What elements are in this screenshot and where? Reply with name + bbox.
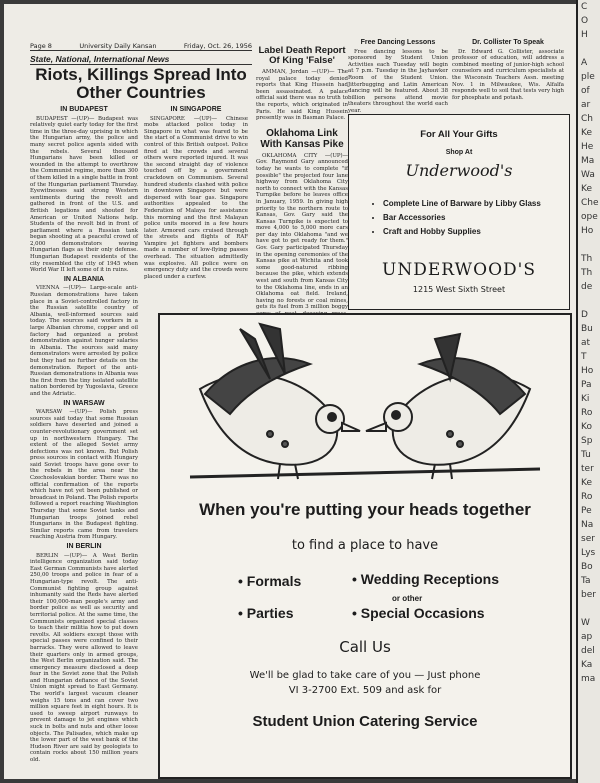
newspaper-page: [4, 4, 576, 779]
edge-text-fragment: at: [581, 338, 591, 348]
edge-text-fragment: Na: [581, 520, 594, 530]
edge-text-fragment: T: [581, 352, 587, 362]
issue-date: Friday, Oct. 26, 1956: [183, 42, 252, 50]
ad-item-list: [369, 197, 541, 239]
edge-text-fragment: Ta: [581, 576, 591, 586]
jordan-headline: Label Death Report Of King 'False': [258, 45, 346, 66]
edge-text-fragment: Th: [581, 254, 593, 264]
edge-text-fragment: Ro: [581, 492, 593, 502]
page-number: Page 8: [30, 42, 52, 50]
edge-text-fragment: ple: [581, 72, 595, 82]
left-news-column: [30, 104, 138, 776]
albania-story: VIENNA —(UP)— Large-scale anti-Russian demonstrations have taken place in a Soviet-controlled factory in the Russian satellite country of Albania, well-informed sources said today. The sources said workers in a large Albanian chrome, copper and oil factory had organized a protest demonstration against hunger salaries in Albania. The sources said many demonstrators were arrested by police but they had no further details on the demonstration. Report of the anti-Russian demonstrations in Albania was the first from the tiny isolated satellite nation bordered by Yugoslavia, Greece and the Adriatic.: [30, 285, 138, 397]
edge-text-fragment: Bu: [581, 324, 593, 334]
birds-illustration: [160, 319, 570, 479]
ad-script-name: Underwood's: [405, 161, 513, 180]
warsaw-dateline: IN WARSAW: [63, 399, 105, 407]
option-special-occasions: • Special Occasions: [352, 605, 485, 621]
section-label: State, National, International News: [30, 54, 252, 65]
collister-headline: Dr. Collister To Speak: [472, 39, 544, 46]
jordan-story: AMMAN, Jordan —(UP)— The royal palace today denied reports that King Hussein had been assassinated. A palace official said there was no truth to the reports, which originated in Paris. He said King Hussein presently was in Basman Palace.: [256, 69, 348, 122]
ad-tagline: For All Your Gifts: [420, 129, 498, 140]
edge-text-fragment: [578, 294, 600, 308]
ad-address: 1215 West Sixth Street: [412, 285, 506, 294]
catering-headline: When you're putting your heads together: [199, 500, 531, 519]
kansas-pike-story: OKLAHOMA CITY —(UP)— Gov. Raymond Gary announced today he wants to complete "if possible" the projected four lane highway from Oklahoma City north to connect with the Kansas Turnpike before he leaves office in January, 1959. In giving high priority to the northern route to Kansas, Gov. Gary said the Kansas Turnpike is expected to move 4,000 to 5,000 more cars per day into Oklahoma "and we have got to get ready for them." Gov. Gary participated Thursday in the opening ceremonies of the Kansas pike at Wichita and took some good-natured ribbing because the pike, which extends west and south from Kansas City to the Oklahoma line, ends in an Oklahoma oat field. Ireland, having no forests or coal mines, gets its fuel from 3 million boggy: [256, 152, 348, 311]
edge-text-fragment: Ka: [581, 660, 593, 670]
edge-text-fragment: ter: [581, 464, 594, 474]
budapest-dateline: IN BUDAPEST: [60, 106, 108, 113]
edge-text-fragment: ap: [581, 632, 593, 642]
singapore-column: [144, 104, 248, 309]
service-name: Student Union Catering Service: [252, 713, 478, 730]
edge-text-fragment: Ki: [581, 394, 590, 404]
edge-text-fragment: Che: [581, 198, 599, 208]
collister-story: Dr. Edward G. Collister, associate professor of education, will address a combined meeting of junior-high school counselors and curriculum specialists at the Wisconsin Teachers Assn. meeting Nov. 1 in Milwaukee, Wis. Alfalfa responds well to soil that tests very high for phosphate and potash.: [452, 48, 564, 101]
edge-text-fragment: de: [581, 282, 593, 292]
option-formals: • Formals: [238, 573, 302, 589]
albania-dateline: IN ALBANIA: [63, 275, 105, 283]
edge-text-fragment: O: [581, 16, 589, 26]
kansas-pike-headline: Oklahoma Link With Kansas Pike: [260, 127, 344, 150]
edge-text-fragment: Ho: [581, 366, 594, 376]
edge-text-fragment: Ma: [581, 156, 595, 166]
edge-text-fragment: H: [581, 30, 588, 40]
edge-text-fragment: Lys: [581, 548, 596, 558]
edge-text-fragment: Pa: [581, 380, 592, 390]
edge-text-fragment: Ke: [581, 184, 592, 194]
main-headline: Riots, Killings Spread Into Other Countries: [35, 65, 247, 102]
or-other-label: or other: [392, 594, 423, 603]
option-wedding-receptions: • Wedding Receptions: [352, 571, 499, 587]
edge-text-fragment: of: [581, 86, 590, 96]
edge-text-fragment: W: [581, 618, 590, 628]
edge-text-fragment: Ko: [581, 422, 592, 432]
dancing-headline: Free Dancing Lessons: [360, 39, 436, 46]
ad-item: • Bar Accessories: [383, 211, 541, 225]
edge-text-fragment: Th: [581, 268, 593, 278]
collister-column: [452, 40, 564, 110]
edge-text-fragment: ma: [581, 674, 596, 684]
edge-text-fragment: Ro: [581, 408, 593, 418]
edge-text-fragment: D: [581, 310, 588, 320]
edge-text-fragment: ar: [581, 100, 591, 110]
edge-text-fragment: Ho: [581, 226, 594, 236]
catering-ad: [158, 313, 572, 779]
warsaw-story: WARSAW —(UP)— Polish press sources said today that some Russian soldiers have deserted and joined a counter-revolutionary government set up in northwestern Hungary. The extent of the alleged Soviet army defections was not known. But Polish press sources in contact with Hungary said Soviet troops have gone over to the rebels in the area near the Czechoslovakian border. There was no official confirmation of the reports which have not yet been published or broadcast in Poland. The Polish reports followed a report reaching Washington Thursday that some Soviet tanks and Hungarian troops joined rebel Hungarians in the Budapest fighting. Similar reports came from travelers reaching Austria from Hungary.: [30, 409, 138, 541]
paper-name: University Daily Kansan: [79, 42, 157, 50]
ad-shop-at: Shop At: [445, 149, 473, 156]
singapore-dateline: IN SINGAPORE: [170, 106, 222, 113]
edge-text-fragment: Ke: [581, 128, 592, 138]
edge-text-fragment: ser: [581, 534, 595, 544]
option-parties: • Parties: [238, 605, 294, 621]
berlin-story: BERLIN —(UP)— A West Berlin intelligence organization said today East German Communists have alerted 250,00 troops and police in fear of a Hungarian-type revolt. The anti-Communist fighting group against inhumanity said the Reds have alerted their 100,000-man people's army and border police as well as security and territorial police. At the same time, the Communists organized special classes to teach their militia how to put down revolts. All soldiers except those with special passes were confined to their barracks. They were allowed to leave their quarters only in armed groups, the West Berlin organization said. The emergency measure disclosed a deep fear in the Soviet zone that the Polish and Hungarian defiance of the Soviet Union might spread to East Germany. The world's largest vacuum cleaner weighs 15 tons and can cover two million square feet in eight hours. It is used to sweep airport runways to prevent damage to jet engines which suck in bolts and nuts and other loose objects. The Palisades, which make up the lower part of the west bank of the Hudson River are said by geologists to contain rocks about 150 million years old.: [30, 552, 138, 763]
edge-text-fragment: [578, 602, 600, 616]
glad-line: We'll be glad to take care of you — Just phone: [249, 670, 481, 681]
edge-text-fragment: Ch: [581, 114, 593, 124]
ad-item: • Craft and Hobby Supplies: [383, 225, 541, 239]
ad-store-name: UNDERWOOD'S: [382, 260, 536, 280]
edge-text-fragment: Ke: [581, 478, 592, 488]
edge-text-fragment: Wa: [581, 170, 595, 180]
dancing-story: Free dancing lessons to be sponsored by Student Union Activities each Tuesday will begin at 7 p.m. Tuesday in the Jayhawker Room of the Student Union. Jitterbugging and Latin American dancing will be featured. About 38 billion persons attend movie theaters throughout the world each year.: [348, 48, 448, 114]
catering-subhead: to find a place to have: [291, 538, 439, 553]
edge-text-fragment: [578, 42, 600, 56]
edge-text-fragment: Tu: [581, 450, 591, 460]
edge-text-fragment: del: [581, 646, 595, 656]
edge-text-fragment: ope: [581, 212, 598, 222]
edge-text-fragment: Sp: [581, 436, 593, 446]
edge-text-fragment: [578, 238, 600, 252]
center-news-column: [256, 42, 348, 310]
ad-item: • Complete Line of Barware by Libby Glass: [383, 197, 541, 211]
edge-text-fragment: C: [581, 2, 588, 12]
edge-text-fragment: He: [581, 142, 594, 152]
berlin-dateline: IN BERLIN: [66, 543, 102, 550]
phone-line: VI 3-2700 Ext. 509 and ask for: [288, 685, 442, 696]
singapore-story: SINGAPORE —(UP)— Chinese mobs attacked police today in Singapore in what was feared to be the start of a Communist drive to win control of this British outpost. Police fired at the crowds and several others were reported injured. It was the second straight day of violence touched off by a government crackdown on Communism. Several hundred students clashed with police in downtown Singapore but were dispersed with tear gas. Singapore authorities appealed to the Federation of Malaya for assistance this morning and the first Malayan police units moored in a few hours later. Armored cars cruised through the streets and flights of RAF Vampire jet fighters and bombers made a number of low-flying passes overhead. The situation admittedly was explosive. All police were on emergency duty and the crowds were placed under a curfew.: [144, 115, 248, 280]
edge-text-fragment: Pe: [581, 506, 592, 516]
edge-text-fragment: Bo: [581, 562, 593, 572]
contact-text: [160, 668, 570, 698]
edge-text-fragment: A: [581, 58, 588, 68]
dancing-column: [348, 39, 448, 114]
masthead: [30, 42, 252, 51]
underwoods-ad: [348, 114, 570, 310]
adjacent-page-edge: [576, 0, 600, 783]
budapest-story: BUDAPEST —(UP)— Budapest was relatively quiet early today for the first time in the three-day uprising in which the Hungarian army, the police and many secret police agents sided with the rebels. Several thousand Hungarians have been killed or wounded in the attempt to overthrow the Communist regime, more than 300 of them killed in a single battle in front of the Hungarian parliament Thursday. Eyewitnesses said strong Western sentiments during the revolt and gathered in front of the U.S. and British legations and shouted for American or United Nations help. Students of the revolt bid in front of parliament where a Russian tank began shooting at a peaceful crowd of 2,000 demonstrators waving Hungarian flags as their only defense. Hungarian Budapest residents of the city resembled the city of 1945 when World War II left some of it in ruins.: [30, 115, 138, 274]
edge-text-fragment: ber: [581, 590, 596, 600]
call-us: Call Us: [339, 638, 391, 656]
